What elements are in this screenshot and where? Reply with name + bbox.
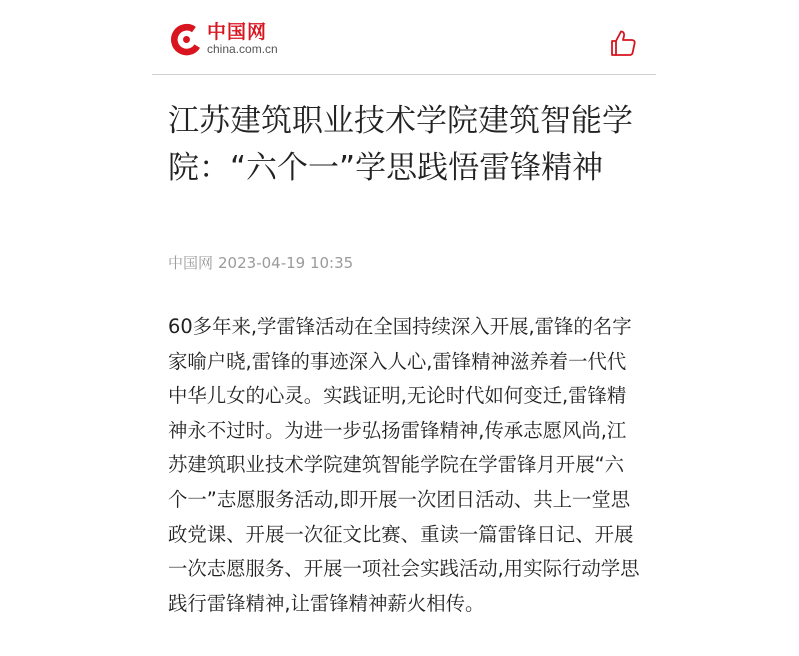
site-logo[interactable] — [170, 19, 278, 59]
article-meta — [168, 253, 353, 273]
article-title: 江苏建筑职业技术学院建筑智能学院：“六个一”学思践悟雷锋精神 — [168, 103, 633, 186]
article-datetime: 2023-04-19 10:35 — [218, 254, 354, 272]
china-com-cn-logo-icon — [170, 23, 203, 56]
thumbs-up-icon — [608, 28, 638, 58]
logo-domain: china.com.cn — [207, 42, 278, 56]
site-header — [152, 0, 656, 75]
article-source: 中国网 — [168, 254, 214, 272]
article-paragraph: 60多年来,学雷锋活动在全国持续深入开展,雷锋的名字家喻户晓,雷锋的事迹深入人心,雷锋精神滋养着一代代中华儿女的心灵。实践证明,无论时代如何变迁,雷锋精神永不过时。为进一步弘扬雷锋精神,传承志愿风尚,江苏建筑职业技术学院建筑智能学院在学雷锋月开展“六个一”志愿服务活动,即开展一次团日活动、共上一堂思政党课、开展一次征文比赛、重读一篇雷锋日记、开展一次志愿服务、开展一项社会实践活动,用实际行动学思践行雷锋精神,让雷锋精神薪火相传。 — [168, 315, 640, 615]
like-button[interactable] — [608, 28, 638, 58]
logo-chinese-name: 中国网 — [207, 21, 268, 43]
logo-text — [207, 22, 278, 56]
